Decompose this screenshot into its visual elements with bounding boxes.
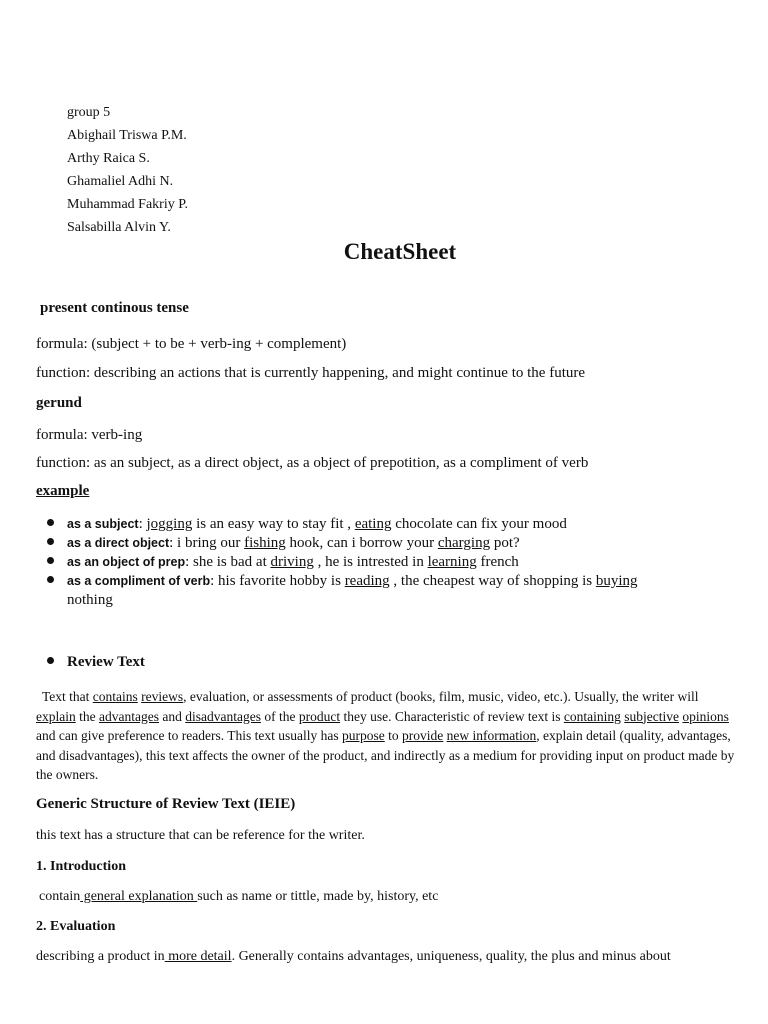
bullet-icon	[47, 538, 54, 545]
example-item: as an object of prep: she is bad at driving , he is intrested in learning french	[47, 554, 519, 571]
example-item-continuation: nothing	[67, 592, 113, 608]
bullet-icon	[47, 557, 54, 564]
example-item: as a compliment of verb: his favorite hobby is reading , the cheapest way of shopping is buying	[47, 573, 638, 590]
evaluation-text: describing a product in more detail. Generally contains advantages, uniqueness, quality, the plus and minus about	[36, 949, 671, 964]
member-2: Arthy Raica S.	[67, 151, 150, 166]
bullet-icon	[47, 519, 54, 526]
bullet-icon	[47, 657, 54, 664]
example-item: as a direct object: i bring our fishing hook, can i borrow your charging pot?	[47, 535, 520, 552]
introduction-heading: 1. Introduction	[36, 859, 126, 874]
review-paragraph: Text that contains reviews, evaluation, or assessments of product (books, film, music, video, etc.). Usually, the writer will explain the advantages and disadvantages of the product they use. Characteristic of review text is containing subjective opinions and can give preference to readers. This text usually has purpose to provide new information, explain detail (quality, advantages, and disadvantages), this text affects the owner of the product, and indirectly as a medium for providing input on product made by the owners.	[36, 689, 735, 782]
pct-function: function: describing an actions that is currently happening, and might continue to the future	[36, 365, 586, 381]
member-1: Abighail Triswa P.M.	[67, 128, 187, 143]
example-item: as a subject: jogging is an easy way to stay fit , eating chocolate can fix your mood	[47, 516, 567, 533]
gerund-formula: formula: verb-ing	[36, 427, 143, 443]
example-label: as a subject	[67, 517, 139, 531]
example-heading: example	[36, 483, 90, 499]
pct-heading: present continous tense	[40, 300, 189, 316]
example-label: as an object of prep	[67, 555, 186, 569]
group-name: group 5	[67, 105, 111, 120]
member-4: Muhammad Fakriy P.	[67, 197, 188, 212]
structure-heading: Generic Structure of Review Text (IEIE)	[36, 796, 296, 812]
review-heading: Review Text	[67, 654, 145, 670]
introduction-text: contain general explanation such as name or tittle, made by, history, etc	[39, 889, 439, 904]
gerund-heading: gerund	[36, 395, 82, 411]
member-3: Ghamaliel Adhi N.	[67, 174, 174, 189]
evaluation-heading: 2. Evaluation	[36, 919, 116, 934]
structure-intro: this text has a structure that can be reference for the writer.	[36, 828, 365, 843]
example-label: as a compliment of verb	[67, 574, 211, 588]
pct-formula: formula: (subject + to be + verb-ing + complement)	[36, 336, 347, 352]
bullet-icon	[47, 576, 54, 583]
page-title: CheatSheet	[343, 239, 457, 264]
member-5: Salsabilla Alvin Y.	[67, 220, 171, 235]
example-label: as a direct object	[67, 536, 170, 550]
gerund-function: function: as an subject, as a direct object, as a object of prepotition, as a compliment of verb	[36, 455, 589, 471]
review-heading-item	[47, 654, 145, 671]
